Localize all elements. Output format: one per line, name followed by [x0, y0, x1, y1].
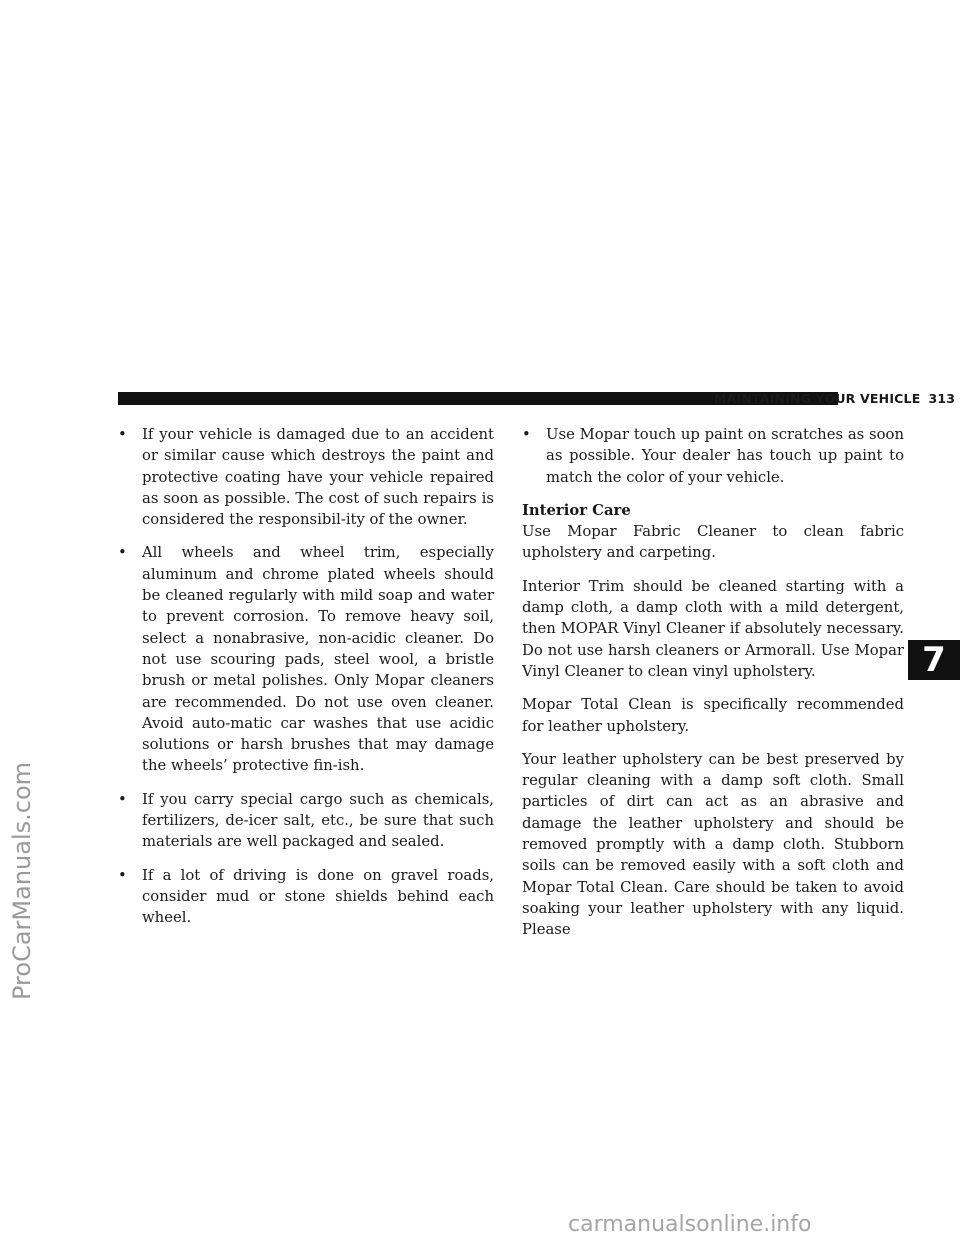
paragraph: Your leather upholstery can be best preserved by regular cleaning with a damp soft cloth. Small particles of dirt can act as an abrasive and damage the leather upholstery and should be removed promptly with a damp cloth. Stubborn soils can be removed easily with a soft cloth and Mopar Total Clean. Care should be taken to avoid soaking your leather upholstery with any liquid. Please [522, 750, 904, 939]
list-item-text: Use Mopar touch up paint on scratches as soon as possible. Your dealer has touch up paint to match the color of your vehicle. [546, 426, 904, 486]
list-item [118, 789, 494, 853]
section-heading: Interior Care [522, 501, 631, 519]
left-column [118, 424, 494, 941]
page-number: 313 [928, 391, 956, 406]
list-item [118, 424, 494, 530]
bullet-icon: • [118, 866, 127, 884]
header-section-title: MAINTAINING YOUR VEHICLE [714, 391, 921, 406]
paragraph: Use Mopar Fabric Cleaner to clean fabric upholstery and carpeting. [522, 523, 904, 562]
list-item-text: If you carry special cargo such as chemicals, fertilizers, de-icer salt, etc., be sure that such materials are well packaged and sealed. [142, 790, 494, 851]
list-item-text: If your vehicle is damaged due to an accident or similar cause which destroys the paint and protective coating have your vehicle repaired as soon as possible. The cost of such repairs is considered the responsibil-ity of the owner. [142, 426, 494, 529]
right-column [522, 424, 904, 953]
side-watermark: ProCarManuals.com [8, 761, 36, 1000]
list-item [522, 424, 904, 488]
running-header [714, 390, 956, 408]
list-item-text: If a lot of driving is done on gravel roads, consider mud or stone shields behind each wheel. [142, 866, 494, 927]
bullet-icon: • [118, 544, 127, 562]
list-item [118, 542, 494, 776]
list-item-text: All wheels and wheel trim, especially aluminum and chrome plated wheels should be cleaned regularly with mild soap and water to prevent corrosion. To remove heavy soil, select a nonabrasive, non-acidic cleaner. Do not use scouring pads, steel wool, a bristle brush or metal polishes. Only Mopar cleaners are recommended. Do not use oven cleaner. Avoid auto-matic car washes that use acidic solutions or harsh brushes that may damage the wheels’ protective fin-ish. [142, 544, 494, 775]
paragraph: Mopar Total Clean is specifically recommended for leather upholstery. [522, 696, 904, 735]
chapter-tab: 7 [908, 640, 960, 680]
bottom-watermark: carmanualsonline.info [568, 1212, 812, 1237]
bullet-icon: • [118, 426, 127, 443]
bullet-icon: • [522, 426, 531, 443]
list-item [118, 865, 494, 929]
paragraph: Interior Trim should be cleaned starting with a damp cloth, a damp cloth with a mild detergent, then MOPAR Vinyl Cleaner if absolutely necessary. Do not use harsh cleaners or Armorall. Use Mopar Vinyl Cleaner to clean vinyl upholstery. [522, 577, 904, 680]
bullet-icon: • [118, 790, 127, 808]
